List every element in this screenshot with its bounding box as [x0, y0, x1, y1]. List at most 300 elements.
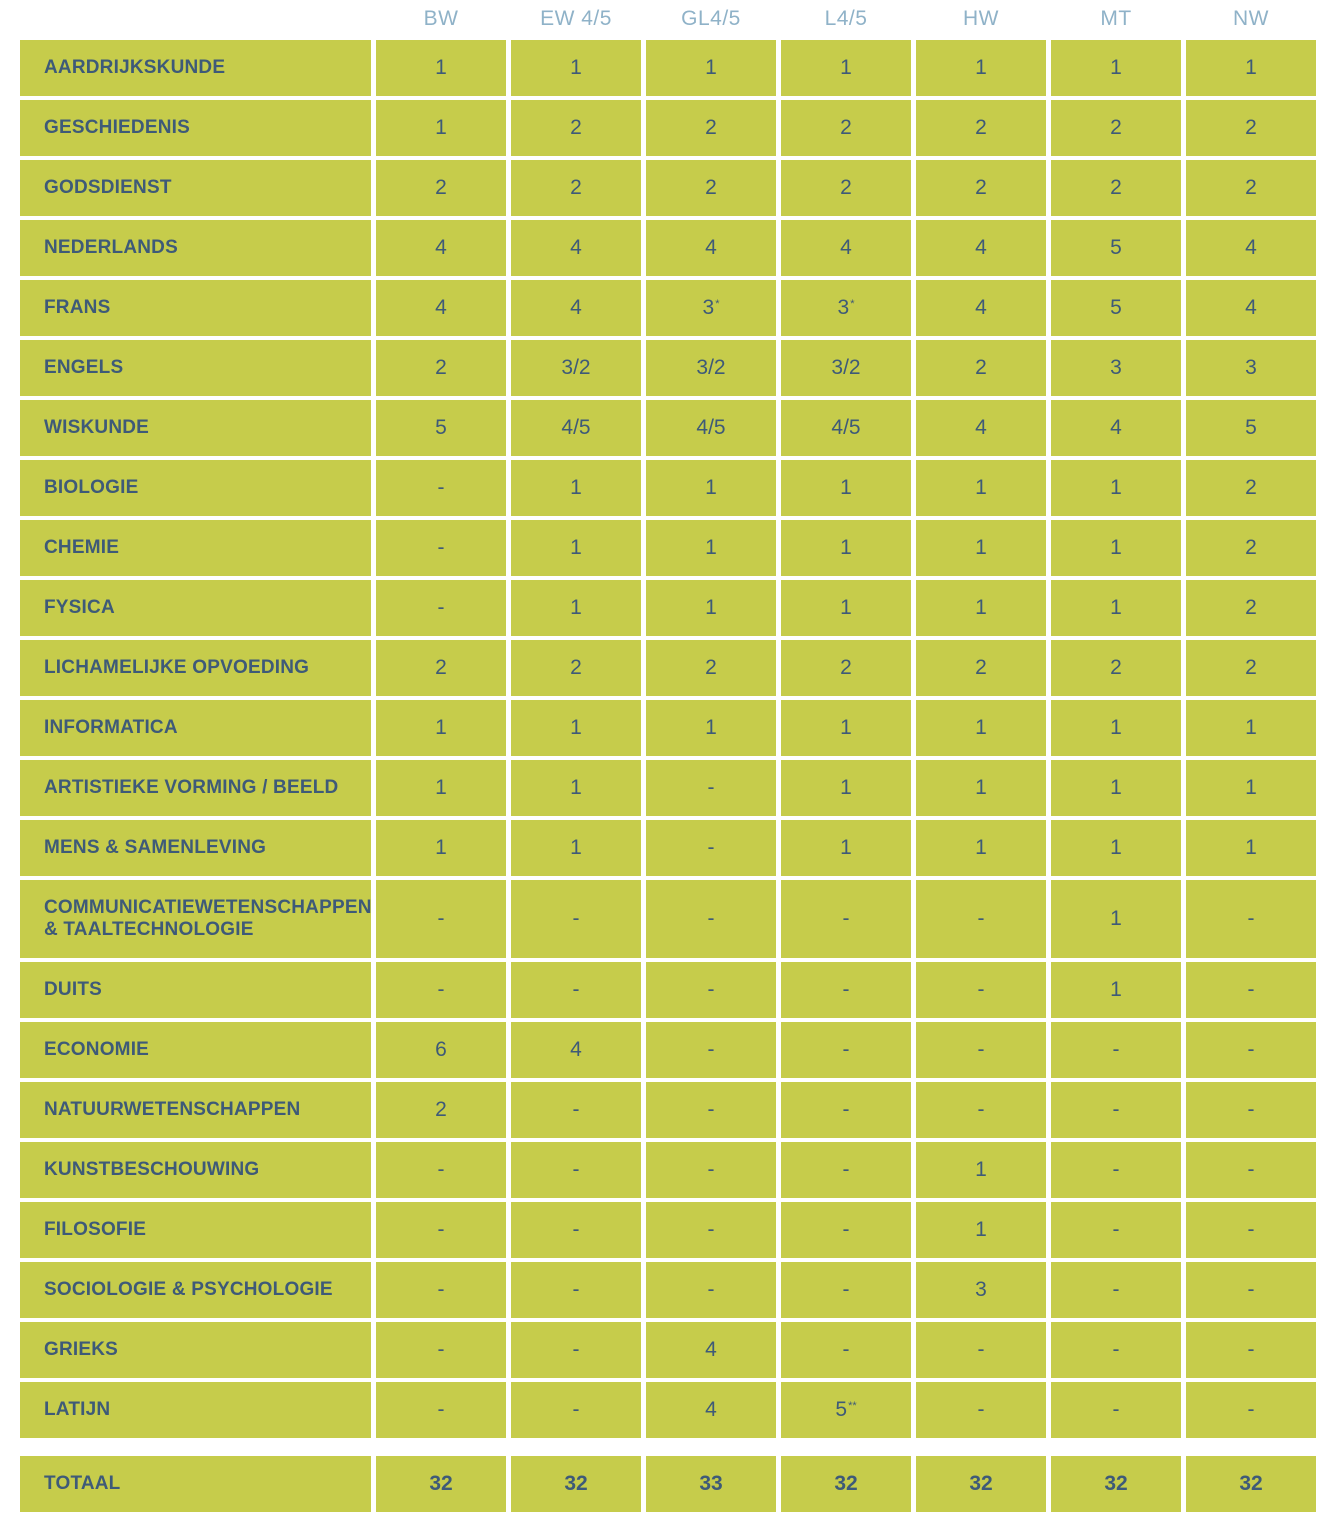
hours-cell	[1051, 1322, 1181, 1378]
hours-cell	[511, 1142, 641, 1198]
hours-value: -	[437, 536, 445, 559]
hours-value: 4	[1245, 236, 1257, 259]
subject-label: NEDERLANDS	[20, 220, 371, 276]
hours-value: -	[572, 1278, 580, 1301]
hours-value: 2	[1245, 116, 1257, 139]
hours-value: 1	[705, 56, 717, 79]
hours-value: 1	[435, 116, 447, 139]
hours-value: 2	[840, 116, 852, 139]
hours-cell	[376, 1382, 506, 1438]
hours-cell	[781, 1142, 911, 1198]
footnote-mark: *	[850, 298, 855, 310]
hours-value: -	[1112, 1338, 1120, 1361]
hours-value: 1	[1245, 776, 1257, 799]
subject-label: INFORMATICA	[20, 700, 371, 756]
hours-value: 1	[705, 716, 717, 739]
hours-cell	[781, 700, 911, 756]
hours-cell	[511, 1322, 641, 1378]
hours-cell	[1186, 760, 1316, 816]
hours-value: 4	[705, 236, 717, 259]
hours-value: 1	[1110, 776, 1122, 799]
hours-value: 2	[975, 176, 987, 199]
hours-cell	[1186, 280, 1316, 336]
hours-cell	[376, 460, 506, 516]
column-header: BW	[423, 7, 459, 30]
hours-value: 3/2	[561, 356, 591, 379]
hours-cell	[1186, 400, 1316, 456]
hours-value: 5	[1245, 416, 1257, 439]
hours-cell	[781, 760, 911, 816]
hours-cell	[1051, 1022, 1181, 1078]
subject-label: AARDRIJKSKUNDE	[20, 40, 371, 96]
hours-value: 32	[1239, 1472, 1263, 1495]
hours-value: -	[707, 1098, 715, 1121]
hours-value: 2	[1110, 656, 1122, 679]
hours-cell	[1186, 160, 1316, 216]
hours-value: -	[1112, 1398, 1120, 1421]
hours-cell	[1186, 1382, 1316, 1438]
hours-cell	[916, 580, 1046, 636]
hours-cell	[916, 340, 1046, 396]
hours-value: -	[572, 1098, 580, 1121]
hours-value: 4	[1110, 416, 1122, 439]
hours-cell	[511, 1382, 641, 1438]
hours-value: -	[572, 978, 580, 1001]
hours-value: -	[842, 1158, 850, 1181]
hours-cell	[916, 1322, 1046, 1378]
hours-cell	[511, 220, 641, 276]
hours-value: 4	[840, 236, 852, 259]
hours-cell	[376, 100, 506, 156]
hours-value: 1	[1245, 836, 1257, 859]
subject-label: WISKUNDE	[20, 400, 371, 456]
hours-cell	[1186, 220, 1316, 276]
hours-cell	[646, 1142, 776, 1198]
hours-cell	[916, 1142, 1046, 1198]
hours-cell	[1051, 400, 1181, 456]
hours-value: 4	[975, 296, 987, 319]
hours-cell	[916, 700, 1046, 756]
hours-value: -	[707, 978, 715, 1001]
hours-cell	[916, 460, 1046, 516]
hours-value: -	[707, 1218, 715, 1241]
hours-cell	[376, 1262, 506, 1318]
hours-value: -	[1247, 978, 1255, 1001]
hours-value: -	[842, 978, 850, 1001]
hours-cell	[376, 1322, 506, 1378]
subject-label: ENGELS	[20, 340, 371, 396]
hours-cell	[646, 880, 776, 958]
hours-cell	[376, 280, 506, 336]
hours-value: 2	[570, 116, 582, 139]
hours-cell	[511, 962, 641, 1018]
hours-cell	[781, 520, 911, 576]
hours-cell	[376, 1202, 506, 1258]
hours-value: 1	[840, 56, 852, 79]
hours-cell	[646, 160, 776, 216]
subject-label: MENS & SAMENLEVING	[20, 820, 371, 876]
subject-label: ARTISTIEKE VORMING / BEELD	[20, 760, 371, 816]
subject-label: COMMUNICATIEWETENSCHAPPEN & TAALTECHNOLOGIE	[20, 880, 371, 958]
hours-value: 5	[1110, 296, 1122, 319]
hours-cell	[511, 1022, 641, 1078]
hours-value: 4	[570, 1038, 582, 1061]
hours-value: 1	[840, 716, 852, 739]
hours-value: 2	[435, 656, 447, 679]
hours-cell	[646, 962, 776, 1018]
hours-value: -	[1112, 1158, 1120, 1181]
total-value	[781, 1456, 911, 1512]
hours-cell	[916, 1262, 1046, 1318]
hours-value: 2	[705, 656, 717, 679]
hours-cell	[376, 1082, 506, 1138]
hours-value: 2	[975, 116, 987, 139]
hours-cell	[1051, 1082, 1181, 1138]
hours-cell	[646, 280, 776, 336]
hours-value: 1	[705, 476, 717, 499]
hours-value: -	[1112, 1278, 1120, 1301]
hours-value: 1	[570, 776, 582, 799]
hours-cell	[916, 520, 1046, 576]
hours-value: 1	[1245, 56, 1257, 79]
hours-cell	[1186, 580, 1316, 636]
hours-value: 3	[1245, 356, 1257, 379]
hours-cell	[1186, 820, 1316, 876]
hours-value: -	[437, 1158, 445, 1181]
hours-value: -	[707, 836, 715, 859]
hours-value: -	[1247, 1098, 1255, 1121]
hours-cell	[511, 340, 641, 396]
hours-value: 5	[835, 1398, 848, 1421]
hours-value: -	[572, 907, 580, 930]
hours-value: -	[1112, 1038, 1120, 1061]
hours-value: 2	[435, 176, 447, 199]
hours-value: -	[572, 1218, 580, 1241]
hours-value: 4	[435, 296, 447, 319]
hours-value: -	[842, 1278, 850, 1301]
hours-cell	[1186, 880, 1316, 958]
hours-value: 1	[705, 596, 717, 619]
subject-label: SOCIOLOGIE & PSYCHOLOGIE	[20, 1262, 371, 1318]
subject-label: CHEMIE	[20, 520, 371, 576]
hours-value: 2	[840, 656, 852, 679]
hours-value: 32	[1104, 1472, 1128, 1495]
hours-value: 2	[840, 176, 852, 199]
subject-label: ECONOMIE	[20, 1022, 371, 1078]
subject-label: GODSDIENST	[20, 160, 371, 216]
footnote-mark: *	[715, 298, 720, 310]
hours-value: 1	[975, 716, 987, 739]
hours-value: -	[437, 1338, 445, 1361]
hours-value: -	[1247, 1278, 1255, 1301]
hours-cell	[1051, 700, 1181, 756]
hours-cell	[646, 520, 776, 576]
subject-label: FYSICA	[20, 580, 371, 636]
column-header: GL4/5	[681, 7, 741, 30]
hours-cell	[376, 580, 506, 636]
hours-value: 4	[705, 1338, 717, 1361]
hours-cell	[376, 760, 506, 816]
hours-value: 1	[975, 476, 987, 499]
hours-value: -	[437, 978, 445, 1001]
hours-value: 2	[1245, 656, 1257, 679]
total-value	[1051, 1456, 1181, 1512]
hours-value: 32	[834, 1472, 858, 1495]
hours-cell	[1051, 760, 1181, 816]
subject-label: LICHAMELIJKE OPVOEDING	[20, 640, 371, 696]
hours-value: -	[1247, 907, 1255, 930]
hours-cell	[1186, 460, 1316, 516]
hours-cell	[646, 1202, 776, 1258]
hours-cell	[1051, 640, 1181, 696]
hours-cell	[781, 640, 911, 696]
total-value	[376, 1456, 506, 1512]
hours-cell	[646, 220, 776, 276]
hours-cell	[1051, 340, 1181, 396]
hours-value: 1	[570, 56, 582, 79]
hours-value: 3/2	[696, 356, 726, 379]
hours-cell	[781, 340, 911, 396]
hours-value: 2	[570, 176, 582, 199]
hours-value: -	[437, 1218, 445, 1241]
hours-cell	[646, 580, 776, 636]
hours-cell	[646, 40, 776, 96]
hours-cell	[916, 1022, 1046, 1078]
hours-cell	[1051, 220, 1181, 276]
hours-value: -	[1112, 1098, 1120, 1121]
hours-value: 2	[570, 656, 582, 679]
hours-value: 2	[705, 116, 717, 139]
hours-cell	[916, 280, 1046, 336]
hours-value: -	[842, 907, 850, 930]
hours-value: 1	[975, 1158, 987, 1181]
hours-cell	[646, 700, 776, 756]
hours-value: 1	[570, 716, 582, 739]
column-header: MT	[1100, 7, 1132, 30]
hours-value: 4/5	[561, 416, 591, 439]
hours-cell	[376, 880, 506, 958]
hours-cell	[1186, 1082, 1316, 1138]
hours-value: 2	[1245, 536, 1257, 559]
hours-value: 2	[1110, 116, 1122, 139]
hours-value: 1	[570, 836, 582, 859]
hours-cell	[646, 340, 776, 396]
hours-cell	[511, 1262, 641, 1318]
subject-label: LATIJN	[20, 1382, 371, 1438]
hours-value: -	[1247, 1218, 1255, 1241]
hours-value: 1	[840, 476, 852, 499]
subject-label: FRANS	[20, 280, 371, 336]
hours-value: 2	[435, 356, 447, 379]
hours-value: -	[842, 1038, 850, 1061]
subject-label: DUITS	[20, 962, 371, 1018]
hours-value: -	[437, 596, 445, 619]
hours-cell	[511, 760, 641, 816]
hours-cell	[511, 1202, 641, 1258]
hours-cell	[376, 520, 506, 576]
hours-value: 1	[1110, 476, 1122, 499]
hours-value: 4	[570, 296, 582, 319]
hours-value: -	[707, 907, 715, 930]
hours-cell	[1051, 962, 1181, 1018]
hours-value: 1	[1110, 716, 1122, 739]
total-value	[646, 1456, 776, 1512]
hours-cell	[1051, 1382, 1181, 1438]
hours-cell	[916, 100, 1046, 156]
hours-value: 1	[840, 536, 852, 559]
hours-cell	[916, 820, 1046, 876]
hours-value: 1	[570, 536, 582, 559]
hours-value: 2	[1245, 476, 1257, 499]
hours-value: 1	[570, 596, 582, 619]
hours-value: 1	[435, 776, 447, 799]
hours-value: 4	[570, 236, 582, 259]
hours-cell	[376, 220, 506, 276]
hours-cell	[511, 520, 641, 576]
hours-cell	[511, 280, 641, 336]
hours-cell	[781, 220, 911, 276]
total-value	[1186, 1456, 1316, 1512]
hours-value: -	[977, 1338, 985, 1361]
hours-value: 6	[435, 1038, 447, 1061]
hours-value: 1	[1110, 596, 1122, 619]
hours-value: -	[977, 1398, 985, 1421]
hours-cell	[781, 580, 911, 636]
hours-cell	[511, 160, 641, 216]
hours-value: 4	[975, 236, 987, 259]
hours-cell	[916, 1082, 1046, 1138]
hours-cell	[646, 100, 776, 156]
hours-value: -	[572, 1398, 580, 1421]
hours-value: -	[977, 978, 985, 1001]
hours-value: 2	[705, 176, 717, 199]
hours-cell	[511, 700, 641, 756]
hours-value: 1	[705, 536, 717, 559]
hours-cell	[1186, 1262, 1316, 1318]
hours-value: 1	[435, 716, 447, 739]
hours-cell	[1051, 520, 1181, 576]
hours-value: 2	[1110, 176, 1122, 199]
hours-value: -	[707, 1038, 715, 1061]
hours-cell	[1051, 100, 1181, 156]
hours-cell	[1186, 962, 1316, 1018]
hours-value: -	[977, 907, 985, 930]
hours-value: 4	[1245, 296, 1257, 319]
hours-cell	[511, 820, 641, 876]
hours-value: -	[572, 1158, 580, 1181]
hours-value: 1	[975, 1218, 987, 1241]
subject-label: GESCHIEDENIS	[20, 100, 371, 156]
hours-value: 32	[969, 1472, 993, 1495]
hours-cell	[511, 580, 641, 636]
hours-cell	[1051, 580, 1181, 636]
total-value	[511, 1456, 641, 1512]
hours-cell	[376, 1022, 506, 1078]
hours-value: 1	[1110, 536, 1122, 559]
hours-cell	[1186, 640, 1316, 696]
hours-cell	[511, 100, 641, 156]
hours-value: -	[437, 1398, 445, 1421]
hours-cell	[781, 40, 911, 96]
hours-cell	[781, 460, 911, 516]
hours-cell	[511, 880, 641, 958]
subject-label: NATUURWETENSCHAPPEN	[20, 1082, 371, 1138]
hours-cell	[916, 760, 1046, 816]
hours-cell	[646, 820, 776, 876]
hours-value: 32	[564, 1472, 588, 1495]
hours-cell	[1186, 520, 1316, 576]
hours-value: -	[1247, 1158, 1255, 1181]
hours-value: 1	[570, 476, 582, 499]
hours-cell	[1051, 820, 1181, 876]
hours-value: 1	[435, 56, 447, 79]
hours-cell	[376, 962, 506, 1018]
hours-value: 1	[435, 836, 447, 859]
hours-cell	[376, 340, 506, 396]
hours-value: 33	[699, 1472, 723, 1495]
hours-cell	[1186, 340, 1316, 396]
hours-cell	[1051, 40, 1181, 96]
hours-cell	[646, 640, 776, 696]
hours-cell	[1186, 1022, 1316, 1078]
hours-cell	[646, 1322, 776, 1378]
hours-cell	[376, 160, 506, 216]
hours-value: -	[977, 1098, 985, 1121]
hours-value: 32	[429, 1472, 453, 1495]
hours-cell	[1186, 1322, 1316, 1378]
hours-value: 1	[840, 836, 852, 859]
hours-cell	[1051, 1142, 1181, 1198]
hours-cell	[781, 820, 911, 876]
hours-value: 1	[1110, 56, 1122, 79]
hours-value: 4/5	[831, 416, 861, 439]
hours-cell	[781, 1202, 911, 1258]
hours-cell	[916, 1202, 1046, 1258]
hours-cell	[376, 40, 506, 96]
hours-cell	[781, 400, 911, 456]
column-header: HW	[963, 7, 999, 30]
column-header: EW 4/5	[540, 7, 612, 30]
hours-value: 4	[705, 1398, 717, 1421]
hours-cell	[376, 820, 506, 876]
hours-cell	[511, 460, 641, 516]
hours-value: 3	[837, 296, 850, 319]
hours-cell	[781, 160, 911, 216]
hours-cell	[916, 160, 1046, 216]
subject-label: FILOSOFIE	[20, 1202, 371, 1258]
hours-cell	[1051, 460, 1181, 516]
hours-value: -	[842, 1218, 850, 1241]
hours-value: 3	[1110, 356, 1122, 379]
hours-value: 1	[1110, 836, 1122, 859]
hours-value: -	[437, 1278, 445, 1301]
hours-value: -	[977, 1038, 985, 1061]
hours-cell	[916, 220, 1046, 276]
hours-value: 3	[975, 1278, 987, 1301]
hours-value: 1	[1245, 716, 1257, 739]
hours-cell	[511, 1082, 641, 1138]
hours-value: -	[707, 776, 715, 799]
hours-value: 5	[1110, 236, 1122, 259]
hours-cell	[1051, 880, 1181, 958]
hours-cell	[1051, 1202, 1181, 1258]
hours-value: 1	[975, 836, 987, 859]
total-value	[916, 1456, 1046, 1512]
hours-value: 4	[435, 236, 447, 259]
hours-cell	[376, 700, 506, 756]
hours-value: 1	[840, 596, 852, 619]
hours-value: 1	[1110, 978, 1122, 1001]
